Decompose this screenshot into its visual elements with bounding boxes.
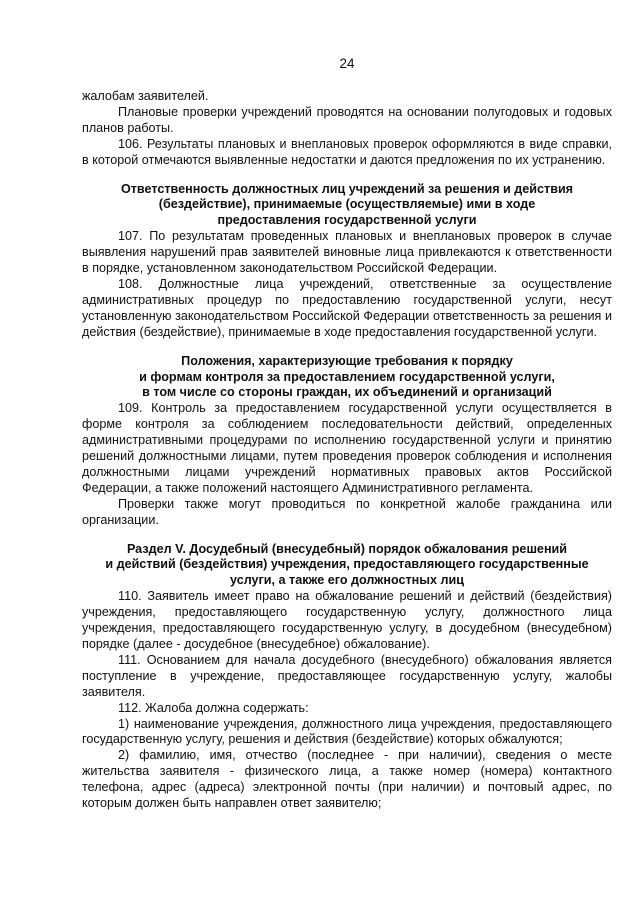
paragraph: 1) наименование учреждения, должностного лица учреждения, предоставляющего государственную услугу, решения и действия (бездействие) которых обжалуются;: [82, 716, 612, 747]
section-heading-line: и формам контроля за предоставлением государственной услуги,: [139, 369, 555, 384]
section-heading-line: в том числе со стороны граждан, их объединений и организаций: [142, 385, 552, 400]
paragraph: 110. Заявитель имеет право на обжалование решений и действий (бездействия) учреждения, предоставляющего государственную услугу, должностного лица учреждения, предоставляющего государственную услугу, в досудебном (внесудебном) порядке (далее - досудебное (внесудебное) обжалование).: [82, 589, 612, 651]
section-heading-line: Ответственность должностных лиц учреждений за решения и действия: [120, 181, 574, 196]
document-body: [82, 89, 612, 812]
section-heading-line: и действий (бездействия) учреждения, предоставляющего государственные: [105, 557, 589, 572]
paragraph: Проверки также могут проводиться по конкретной жалобе гражданина или организации.: [82, 496, 612, 527]
paragraph: 106. Результаты плановых и внеплановых проверок оформляются в виде справки, в которой отмечаются выявленные недостатки и даются предложения по их устранению.: [82, 136, 612, 167]
paragraph: жалобам заявителей.: [82, 89, 209, 103]
section-heading-line: (бездействие), принимаемые (осуществляемые) ими в ходе: [158, 197, 536, 212]
page-number: 24: [339, 56, 355, 71]
paragraph: 111. Основанием для начала досудебного (внесудебного) обжалования является поступление в учреждение, предоставляющее государственную услугу, жалобы заявителя.: [82, 652, 612, 699]
paragraph: 108. Должностные лица учреждений, ответственные за осуществление административных процедур по предоставлению государственной услуги, несут установленную законодательством Российской Федерации ответственность за решения и действия (бездействие), принимаемые в ходе предоставления государственной услуги.: [82, 276, 612, 339]
section-heading-line: Положения, характеризующие требования к порядку: [181, 353, 513, 368]
paragraph: 109. Контроль за предоставлением государственной услуги осуществляется в форме контроля за соблюдением последовательности действий, определенных административными процедурами по исполнению государственной услуги и принятию решений должностными лицами, путем проведения проверок соблюдения и исполнения должностными лицами учреждений нормативных правовых актов Российской Федерации, а также положений настоящего Административного регламента.: [82, 401, 612, 495]
paragraph: 112. Жалоба должна содержать:: [118, 700, 309, 715]
section-heading-line: предоставления государственной услуги: [217, 213, 477, 228]
section-heading-line: Раздел V. Досудебный (внесудебный) порядок обжалования решений: [126, 541, 568, 556]
section-heading-line: услуги, а также его должностных лиц: [230, 573, 464, 588]
section-heading: [82, 182, 612, 230]
paragraph: Плановые проверки учреждений проводятся на основании полугодовых и годовых планов работы.: [82, 104, 612, 135]
paragraph: 107. По результатам проведенных плановых и внеплановых проверок в случае выявления нарушений прав заявителей виновные лица привлекаются к ответственности в порядке, установленном законодательством Российской Федерации.: [82, 229, 612, 276]
section-heading: [82, 542, 612, 590]
section-heading: [82, 354, 612, 402]
paragraph: 2) фамилию, имя, отчество (последнее - при наличии), сведения о месте жительства заявителя - физического лица, а также номер (номера) контактного телефона, адрес (адреса) электронной почты (при наличии) и почтовый адрес, по которым должен быть направлен ответ заявителю;: [82, 748, 612, 811]
